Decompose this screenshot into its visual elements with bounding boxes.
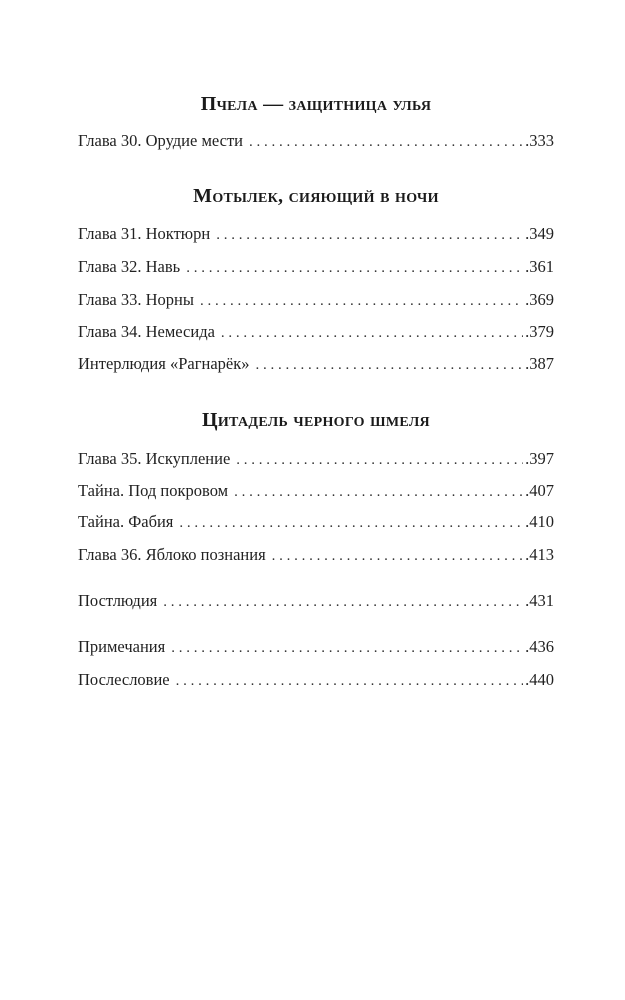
dot-leader	[236, 452, 523, 469]
toc-entry[interactable]	[78, 591, 554, 613]
dot-leader	[272, 548, 523, 565]
dot-leader	[221, 325, 523, 342]
entry-page-number: .349	[525, 224, 554, 243]
dot-leader	[179, 515, 523, 532]
entry-page-number: .369	[525, 290, 554, 309]
entry-page-number: .413	[525, 545, 554, 564]
entry-label: Постлюдия	[78, 591, 158, 610]
entry-page-number: .436	[525, 637, 554, 656]
entry-page-number: .361	[525, 257, 554, 276]
entry-label: Глава 30. Орудие мести	[78, 131, 243, 150]
dot-leader	[234, 484, 523, 501]
entry-page-number: .333	[525, 131, 554, 150]
entry-page-number: .397	[525, 449, 554, 468]
entry-label: Глава 33. Норны	[78, 290, 194, 309]
toc-entry[interactable]	[78, 322, 554, 344]
entry-label: Тайна. Фабия	[78, 512, 174, 531]
entry-label: Послесловие	[78, 670, 170, 689]
dot-leader	[256, 357, 524, 374]
entry-page-number: .431	[525, 591, 554, 610]
toc-entry[interactable]	[78, 290, 554, 312]
section-title: Цитадель черного шмеля	[202, 409, 430, 431]
toc-entry[interactable]	[78, 131, 554, 153]
toc-entry[interactable]	[78, 257, 554, 279]
dot-leader	[163, 594, 523, 611]
entry-label: Примечания	[78, 637, 166, 656]
entry-page-number: .440	[525, 670, 554, 689]
toc-entry[interactable]	[78, 449, 554, 471]
toc-entry[interactable]	[78, 354, 554, 376]
dot-leader	[249, 134, 523, 151]
dot-leader	[200, 293, 523, 310]
dot-leader	[176, 673, 524, 690]
section-title: Мотылек, сияющий в ночи	[193, 185, 439, 207]
entry-label: Глава 36. Яблоко познания	[78, 545, 266, 564]
entry-page-number: .387	[525, 354, 554, 373]
toc-entry[interactable]	[78, 224, 554, 246]
entry-label: Тайна. Под покровом	[78, 481, 229, 500]
entry-label: Интерлюдия «Рагнарёк»	[78, 354, 250, 373]
entry-label: Глава 32. Навь	[78, 257, 181, 276]
toc-entry[interactable]	[78, 481, 554, 503]
toc-entry[interactable]	[78, 545, 554, 567]
entry-label: Глава 34. Немесида	[78, 322, 215, 341]
entry-label: Глава 35. Искупление	[78, 449, 231, 468]
entry-page-number: .379	[525, 322, 554, 341]
toc-entry[interactable]	[78, 670, 554, 692]
dot-leader	[186, 260, 523, 277]
entry-page-number: .407	[525, 481, 554, 500]
dot-leader	[171, 640, 523, 657]
section-title: Пчела — защитница улья	[200, 93, 432, 115]
entry-page-number: .410	[525, 512, 554, 531]
entry-label: Глава 31. Ноктюрн	[78, 224, 211, 243]
toc-entry[interactable]	[78, 512, 554, 534]
toc-entry[interactable]	[78, 637, 554, 659]
dot-leader	[216, 227, 523, 244]
